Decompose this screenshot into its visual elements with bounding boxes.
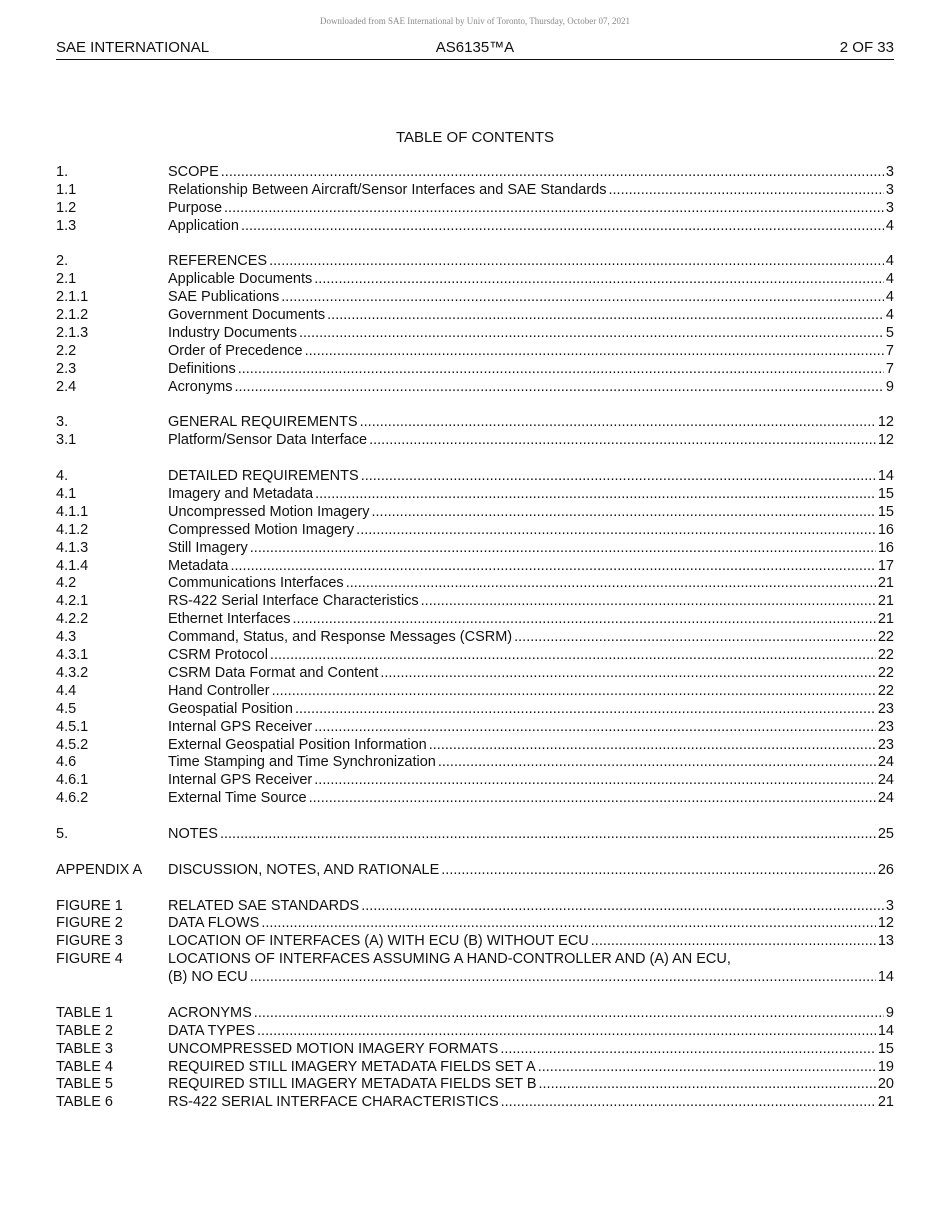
header-page-number: 2 OF 33 (839, 39, 894, 56)
toc-dot-leader (539, 1076, 876, 1094)
toc-entry-page: 4 (885, 271, 894, 288)
toc-entry[interactable] (56, 468, 894, 486)
toc-entry-title: Imagery and Metadata (168, 486, 314, 503)
toc-entry-line (168, 737, 894, 755)
toc-title: TABLE OF CONTENTS (395, 129, 555, 146)
toc-entry-line (168, 611, 894, 629)
toc-entry[interactable] (56, 665, 894, 683)
toc-entry[interactable] (56, 379, 894, 397)
toc-entry[interactable] (56, 414, 894, 432)
toc-entry-line (168, 933, 894, 951)
toc-group-spacer (56, 450, 894, 468)
toc-entry[interactable] (56, 862, 894, 880)
toc-entry-number: 4.4 (56, 682, 77, 699)
toc-entry-number: 3.1 (56, 432, 77, 449)
toc-entry-line (168, 218, 894, 236)
toc-entry-number: FIGURE 4 (56, 951, 123, 968)
toc-entry-line (168, 200, 894, 218)
toc-entry-page: 9 (885, 1004, 894, 1021)
header-document-id: AS6135™A (435, 39, 515, 56)
toc-entry-line (168, 772, 894, 790)
toc-entry-title: Communications Interfaces (168, 575, 344, 592)
toc-entry-title: Platform/Sensor Data Interface (168, 432, 368, 449)
toc-entry-number: FIGURE 1 (56, 897, 123, 914)
toc-entry[interactable] (56, 432, 894, 450)
toc-entry-number: FIGURE 3 (56, 933, 123, 950)
toc-entry-line (168, 522, 894, 540)
toc-entry[interactable] (56, 540, 894, 558)
toc-entry-title: REQUIRED STILL IMAGERY METADATA FIELDS SET B (168, 1076, 537, 1093)
toc-dot-leader (360, 414, 876, 432)
toc-entry-number: 4.5 (56, 700, 77, 717)
toc-entry-number: 4.1.4 (56, 557, 89, 574)
toc-entry-title: Acronyms (168, 378, 233, 395)
toc-entry[interactable] (56, 1059, 894, 1077)
toc-dot-leader (438, 754, 876, 772)
toc-entry-number: 3. (56, 414, 69, 431)
toc-entry-line (168, 253, 894, 271)
toc-dot-leader (501, 1094, 876, 1112)
toc-entry-page: 3 (885, 164, 894, 180)
toc-entry-title: Hand Controller (168, 682, 270, 699)
toc-entry-page: 21 (877, 575, 894, 592)
toc-entry-number: FIGURE 2 (56, 915, 123, 932)
toc-entry[interactable] (56, 575, 894, 593)
toc-entry[interactable] (56, 164, 894, 182)
toc-dot-leader (241, 218, 884, 236)
toc-entry-number: 4.1 (56, 486, 77, 503)
toc-entry-title: SCOPE (168, 164, 219, 180)
toc-entry-number: 2.1.2 (56, 307, 89, 324)
toc-entry-line (168, 1005, 894, 1023)
toc-entry-title: Compressed Motion Imagery (168, 521, 355, 538)
toc-entry-line (168, 289, 894, 307)
toc-entry-title: DATA FLOWS (168, 915, 260, 932)
toc-entry-page: 22 (877, 664, 894, 681)
toc-entry-number: TABLE 1 (56, 1004, 113, 1021)
toc-dot-leader (295, 701, 876, 719)
toc-entry-number: 1.2 (56, 199, 77, 216)
toc-dot-leader (327, 307, 884, 325)
toc-entry[interactable] (56, 253, 894, 271)
toc-entry-title: RS-422 SERIAL INTERFACE CHARACTERISTICS (168, 1094, 499, 1111)
toc-entry[interactable] (56, 325, 894, 343)
toc-entry-title: UNCOMPRESSED MOTION IMAGERY FORMATS (168, 1040, 499, 1057)
toc-entry-line (168, 1059, 894, 1077)
toc-group-spacer (56, 808, 894, 826)
toc-entry[interactable] (56, 826, 894, 844)
toc-entry[interactable] (56, 1076, 894, 1094)
toc-entry-line (168, 468, 894, 486)
toc-entry-page: 12 (877, 432, 894, 449)
toc-entry-number: 4.6.2 (56, 790, 89, 807)
toc-entry-page: 20 (877, 1076, 894, 1093)
toc-entry-number: 4.5.1 (56, 718, 89, 735)
toc-dot-leader (224, 200, 884, 218)
toc-dot-leader (538, 1059, 876, 1077)
toc-dot-leader (429, 737, 876, 755)
toc-dot-leader (257, 1023, 876, 1041)
toc-entry-title: REFERENCES (168, 253, 268, 270)
toc-entry[interactable] (56, 1041, 894, 1059)
toc-entry-page: 26 (877, 861, 894, 878)
toc-group-spacer (56, 844, 894, 862)
toc-entry-page: 23 (877, 718, 894, 735)
toc-dot-leader (514, 629, 876, 647)
toc-dot-leader (361, 468, 876, 486)
toc-entry-title: SAE Publications (168, 289, 280, 306)
download-watermark: Downloaded from SAE International by Univ of Toronto, Thursday, October 07, 2021 (320, 16, 630, 26)
toc-entry[interactable] (56, 593, 894, 611)
toc-entry-number: APPENDIX A (56, 861, 143, 878)
toc-entry-line (168, 504, 894, 522)
toc-entry-page: 16 (877, 539, 894, 556)
toc-entry-page: 23 (877, 736, 894, 753)
toc-entry-line (168, 540, 894, 558)
toc-entry-title: Ethernet Interfaces (168, 611, 291, 628)
toc-entry-title: External Time Source (168, 790, 307, 807)
toc-entry[interactable] (56, 486, 894, 504)
toc-entry-title: External Geospatial Position Information (168, 736, 427, 753)
toc-entry[interactable] (56, 307, 894, 325)
toc-entry-page: 4 (885, 217, 894, 234)
toc-entry-number: 2.3 (56, 360, 77, 377)
toc-entry-title: Internal GPS Receiver (168, 772, 313, 789)
toc-dot-leader (234, 379, 883, 397)
toc-entry-title: (B) NO ECU (168, 969, 248, 986)
toc-entry-page: 25 (877, 825, 894, 842)
toc-dot-leader (254, 1005, 884, 1023)
toc-entry[interactable] (56, 182, 894, 200)
toc-entry-page: 7 (885, 342, 894, 359)
toc-entry-number: 4.1.1 (56, 503, 89, 520)
toc-entry-number: 2. (56, 253, 69, 270)
toc-entry-page: 22 (877, 647, 894, 664)
toc-dot-leader (371, 504, 875, 522)
page-header (56, 39, 894, 60)
toc-dot-leader (314, 772, 876, 790)
toc-entry[interactable] (56, 558, 894, 576)
toc-entry[interactable] (56, 754, 894, 772)
toc-entry-line (168, 1041, 894, 1059)
toc-entry-page: 15 (877, 486, 894, 503)
toc-dot-leader (500, 1041, 876, 1059)
toc-entry[interactable] (56, 289, 894, 307)
toc-dot-leader (314, 719, 876, 737)
toc-entry[interactable] (56, 933, 894, 951)
toc-entry-line (168, 969, 894, 987)
toc-entry-line (168, 665, 894, 683)
toc-entry-page: 21 (877, 1094, 894, 1111)
toc-dot-leader (281, 289, 884, 307)
toc-dot-leader (380, 665, 876, 683)
toc-entry-line (168, 414, 894, 432)
toc-entry-title: Application (168, 217, 239, 234)
toc-entry-number: 4.2.2 (56, 611, 89, 628)
toc-entry-page: 24 (877, 754, 894, 771)
toc-entry-number: 1.3 (56, 217, 77, 234)
toc-entry-line (168, 558, 894, 576)
toc-entry[interactable] (56, 271, 894, 289)
toc-dot-leader (361, 898, 884, 916)
toc-group-spacer (56, 236, 894, 254)
toc-entry-page: 24 (877, 790, 894, 807)
toc-entry[interactable] (56, 647, 894, 665)
toc-entry-number: 4.2 (56, 575, 77, 592)
toc-entry-page: 19 (877, 1058, 894, 1075)
toc-entry-title: Industry Documents (168, 325, 297, 342)
toc-entry-line (168, 593, 894, 611)
toc-entry-number: 4.6 (56, 754, 77, 771)
toc-entry-line (168, 486, 894, 504)
toc-group-spacer (56, 880, 894, 898)
toc-dot-leader (261, 915, 876, 933)
toc-dot-leader (314, 271, 884, 289)
toc-entry-page: 3 (885, 181, 894, 198)
toc-dot-leader (356, 522, 876, 540)
toc-entry-title: Internal GPS Receiver (168, 718, 313, 735)
toc-entry[interactable] (56, 915, 894, 933)
toc-dot-leader (309, 790, 876, 808)
toc-entry-title-line1: LOCATIONS OF INTERFACES ASSUMING A HAND-CONTROLLER AND (A) AN ECU, (168, 951, 731, 968)
toc-entry-number: 2.1 (56, 271, 77, 288)
toc-entry[interactable] (56, 218, 894, 236)
toc-entry-number: 1.1 (56, 181, 77, 198)
toc-entry-line (168, 647, 894, 665)
toc-entry-number: 2.1.1 (56, 289, 89, 306)
toc-entry-number: 5. (56, 825, 69, 842)
toc-entry-title: Applicable Documents (168, 271, 313, 288)
toc-entry-line (168, 271, 894, 289)
toc-entry-number: 4.1.3 (56, 539, 89, 556)
toc-entry-number: TABLE 3 (56, 1040, 113, 1057)
toc-entry-title: Command, Status, and Response Messages (CSRM) (168, 629, 513, 646)
toc-entry[interactable] (56, 701, 894, 719)
toc-entry-title: Definitions (168, 360, 236, 377)
toc-entry-line (168, 325, 894, 343)
toc-entry-number: 1. (56, 164, 69, 180)
toc-entry[interactable] (56, 737, 894, 755)
toc-entry-line (168, 826, 894, 844)
toc-entry-number: 2.4 (56, 378, 77, 395)
toc-entry-page: 14 (877, 1022, 894, 1039)
toc-entry[interactable] (56, 951, 894, 987)
toc-entry-line (168, 790, 894, 808)
toc-entry-page: 3 (885, 897, 894, 914)
toc-entry[interactable] (56, 683, 894, 701)
toc-entry-page: 22 (877, 629, 894, 646)
toc-dot-leader (315, 486, 876, 504)
toc-entry-title: Time Stamping and Time Synchronization (168, 754, 436, 771)
toc-dot-leader (293, 611, 876, 629)
toc-entry-page: 3 (885, 199, 894, 216)
toc-entry-title: DATA TYPES (168, 1022, 256, 1039)
toc-entry-page: 14 (877, 468, 894, 485)
toc-entry-line (168, 164, 894, 182)
toc-entry-title: RS-422 Serial Interface Characteristics (168, 593, 419, 610)
toc-entry-number: 4.5.2 (56, 736, 89, 753)
toc-dot-leader (305, 343, 884, 361)
toc-entry[interactable] (56, 719, 894, 737)
toc-dot-leader (221, 164, 884, 182)
toc-entry-line (168, 361, 894, 379)
toc-entry-title: Geospatial Position (168, 700, 293, 717)
toc-entry[interactable] (56, 898, 894, 916)
toc-entry-number: 4.3.2 (56, 664, 89, 681)
toc-group-spacer (56, 987, 894, 1005)
toc-entry-title: REQUIRED STILL IMAGERY METADATA FIELDS SET A (168, 1058, 536, 1075)
toc-entry[interactable] (56, 1094, 894, 1112)
toc-entry-title: LOCATION OF INTERFACES (A) WITH ECU (B) WITHOUT ECU (168, 933, 589, 950)
toc-entry-page: 23 (877, 700, 894, 717)
toc-entry-title: Metadata (168, 557, 229, 574)
toc-dot-leader (220, 826, 876, 844)
toc-entry-line (168, 307, 894, 325)
toc-entry-page: 24 (877, 772, 894, 789)
toc-entry-page: 21 (877, 611, 894, 628)
toc-entry[interactable] (56, 361, 894, 379)
toc-entry-number: TABLE 5 (56, 1076, 113, 1093)
toc-entry-line (168, 1094, 894, 1112)
toc-entry[interactable] (56, 611, 894, 629)
toc-dot-leader (591, 933, 876, 951)
toc-entry-title: DISCUSSION, NOTES, AND RATIONALE (168, 861, 440, 878)
toc-dot-leader (250, 540, 876, 558)
toc-dot-leader (441, 862, 876, 880)
toc-entry-page: 22 (877, 682, 894, 699)
toc-entry-page: 15 (877, 1040, 894, 1057)
toc-dot-leader (238, 361, 884, 379)
toc-entry-number: TABLE 4 (56, 1058, 113, 1075)
toc-dot-leader (421, 593, 876, 611)
toc-entry-title: CSRM Protocol (168, 647, 268, 664)
toc-entry-title: Government Documents (168, 307, 326, 324)
toc-entry-line (168, 683, 894, 701)
toc-entry-page: 14 (877, 969, 894, 986)
toc-entry-number: 4.2.1 (56, 593, 89, 610)
toc-entry[interactable] (56, 200, 894, 218)
toc-entry-title: Uncompressed Motion Imagery (168, 503, 370, 520)
toc-entry-title: Purpose (168, 199, 223, 216)
toc-entry-line (168, 343, 894, 361)
toc-entry-page: 7 (885, 360, 894, 377)
toc-entry-page: 12 (877, 414, 894, 431)
toc-entry[interactable] (56, 790, 894, 808)
toc-dot-leader (369, 432, 876, 450)
toc-entry-line (168, 1076, 894, 1094)
toc-entry-line (168, 862, 894, 880)
toc-entry-page: 9 (885, 378, 894, 395)
toc-dot-leader (346, 575, 876, 593)
toc-entry-page: 12 (877, 915, 894, 932)
toc-group-spacer (56, 397, 894, 415)
toc-entry[interactable] (56, 504, 894, 522)
toc-entry-title: Relationship Between Aircraft/Sensor Interfaces and SAE Standards (168, 181, 607, 198)
toc-entry-number: 4.3.1 (56, 647, 89, 664)
toc-entry-number: 4. (56, 468, 69, 485)
toc-entry-title: RELATED SAE STANDARDS (168, 897, 360, 914)
toc-entry-line (168, 898, 894, 916)
toc-entry-number: TABLE 6 (56, 1094, 113, 1111)
toc-entry-title: Order of Precedence (168, 342, 303, 359)
toc-entry-page: 13 (877, 933, 894, 950)
toc-dot-leader (250, 969, 876, 987)
toc-entry-title: CSRM Data Format and Content (168, 664, 379, 681)
toc-dot-leader (269, 253, 884, 271)
toc-entry-line (168, 432, 894, 450)
toc-entry-line (168, 915, 894, 933)
toc-dot-leader (230, 558, 875, 576)
toc-entry-number: 4.1.2 (56, 521, 89, 538)
toc-entry-line (168, 754, 894, 772)
toc-entry[interactable] (56, 343, 894, 361)
toc-entry-page: 4 (885, 253, 894, 270)
toc-entry-page: 5 (885, 325, 894, 342)
toc-entry-number: 2.2 (56, 342, 77, 359)
table-of-contents (56, 164, 894, 1112)
toc-entry[interactable] (56, 1023, 894, 1041)
toc-entry-title: GENERAL REQUIREMENTS (168, 414, 358, 431)
toc-entry-line (168, 379, 894, 397)
toc-dot-leader (272, 683, 876, 701)
toc-entry-line (168, 575, 894, 593)
toc-entry-number: 2.1.3 (56, 325, 89, 342)
toc-dot-leader (299, 325, 884, 343)
toc-entry[interactable] (56, 522, 894, 540)
toc-entry-number: 4.3 (56, 629, 77, 646)
toc-entry-page: 15 (877, 503, 894, 520)
toc-entry-page: 4 (885, 307, 894, 324)
toc-entry-number: 4.6.1 (56, 772, 89, 789)
toc-entry-line (168, 1023, 894, 1041)
toc-entry-line (168, 701, 894, 719)
toc-entry[interactable] (56, 772, 894, 790)
toc-entry-page: 21 (877, 593, 894, 610)
toc-entry-page: 16 (877, 521, 894, 538)
toc-entry-page: 17 (877, 557, 894, 574)
toc-entry-line (168, 719, 894, 737)
toc-entry-page: 4 (885, 289, 894, 306)
toc-dot-leader (608, 182, 883, 200)
header-organization: SAE INTERNATIONAL (56, 39, 210, 56)
toc-dot-leader (270, 647, 876, 665)
toc-entry[interactable] (56, 629, 894, 647)
toc-entry-title: Still Imagery (168, 539, 248, 556)
toc-entry-title: DETAILED REQUIREMENTS (168, 468, 359, 485)
toc-entry-title: NOTES (168, 825, 218, 842)
toc-entry-number: TABLE 2 (56, 1022, 113, 1039)
toc-entry-title: ACRONYMS (168, 1004, 252, 1021)
toc-entry-line (168, 629, 894, 647)
toc-entry-line (168, 182, 894, 200)
toc-entry[interactable] (56, 1005, 894, 1023)
